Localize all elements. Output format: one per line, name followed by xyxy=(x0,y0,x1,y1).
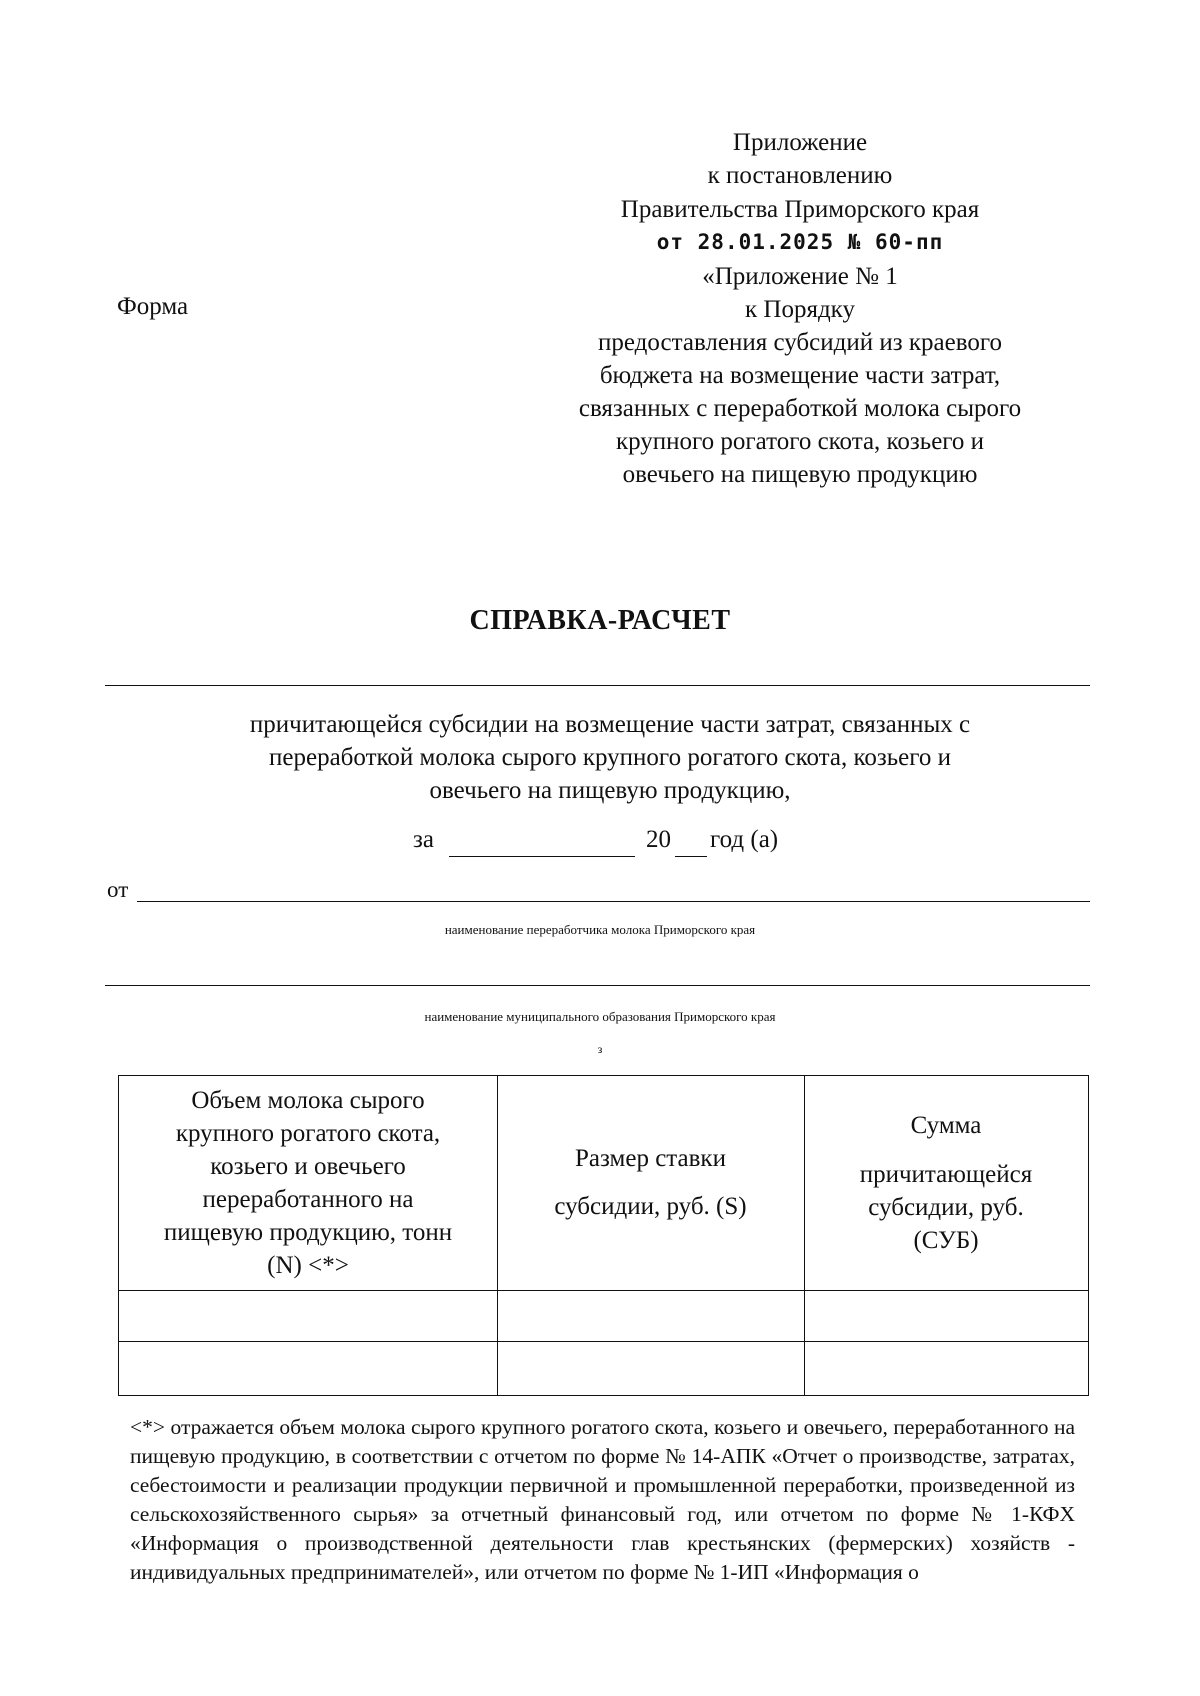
municipality-line[interactable] xyxy=(105,985,1090,986)
header-purpose-line-3: связанных с переработкой молока сырого xyxy=(578,395,1022,422)
header-appendix-1: «Приложение № 1 xyxy=(702,263,898,290)
intro-line-3: овечьего на пищевую продукцию, xyxy=(429,777,791,804)
header-sum-line-4: (СУБ) xyxy=(913,1227,979,1254)
header-sum-line-3: субсидии, руб. xyxy=(868,1194,1024,1221)
title-divider xyxy=(105,685,1090,686)
period-year-suffix: год (а) xyxy=(710,826,779,853)
header-appendix: Приложение xyxy=(732,129,868,156)
calculation-table xyxy=(118,1075,1089,1396)
header-purpose-line-2: бюджета на возмещение части затрат, xyxy=(599,362,1001,389)
header-to-order: к Порядку xyxy=(745,296,855,323)
header-purpose-line-1: предоставления субсидий из краевого xyxy=(598,329,1002,356)
processor-caption: наименование переработчика молока Приморского края xyxy=(444,922,756,937)
table-cell-r1-sum[interactable] xyxy=(805,1291,1088,1341)
header-sum xyxy=(804,1076,1088,1290)
header-volume xyxy=(119,1076,497,1290)
header-volume-line-6: (N) <*> xyxy=(267,1252,349,1279)
period-year-prefix: 20 xyxy=(646,826,671,853)
page-title: СПРАВКА-РАСЧЕТ xyxy=(469,605,731,636)
header-sum-line-2: причитающейся xyxy=(859,1161,1033,1188)
table-cell-r2-sum[interactable] xyxy=(805,1342,1088,1394)
header-government: Правительства Приморского края xyxy=(620,196,980,223)
header-rate-line-1: Размер ставки xyxy=(575,1145,726,1172)
header-date-number: от 28.01.2025 № 60-пп xyxy=(656,230,944,254)
footnote: <*> отражается объем молока сырого крупного рогатого скота, козьего и овечьего, переработанного на пищевую продукцию, в соответствии с отчетом по форме № 14-АПК «Отчет о производстве, затратах, себестоимости и реализации продукции первичной и промышленной переработки, произведенной из сельскохозяйственного сырья» за отчетный финансовый год, или отчетом по форме № 1-КФХ «Информация о производственной деятельности глав крестьянских (фермерских) хозяйств - индивидуальных предпринимателей», или отчетом по форме № 1-ИП «Информация о xyxy=(130,1415,1075,1584)
header-to-resolution: к постановлению xyxy=(707,162,893,189)
header-volume-line-5: пищевую продукцию, тонн xyxy=(163,1219,453,1246)
from-label: от xyxy=(107,877,129,902)
header-rate-line-2: субсидии, руб. (S) xyxy=(554,1193,747,1220)
form-label: Форма xyxy=(117,293,189,320)
intro-line-2: переработкой молока сырого крупного рогатого скота, козьего и xyxy=(269,744,951,771)
header-volume-line-1: Объем молока сырого xyxy=(191,1087,425,1114)
header-volume-line-3: козьего и овечьего xyxy=(210,1153,406,1180)
period-blank-line[interactable] xyxy=(449,856,635,857)
table-cell-r2-volume[interactable] xyxy=(119,1342,497,1394)
header-purpose-line-5: овечьего на пищевую продукцию xyxy=(622,461,978,488)
header-sum-line-1: Сумма xyxy=(910,1112,982,1139)
header-rate xyxy=(497,1076,804,1290)
header-volume-line-2: крупного рогатого скота, xyxy=(175,1120,441,1147)
intro-line-1: причитающейся субсидии на возмещение части затрат, связанных с xyxy=(249,711,971,738)
year-blank-line[interactable] xyxy=(675,856,707,857)
table-cell-r1-rate[interactable] xyxy=(498,1291,804,1341)
processor-line[interactable] xyxy=(137,901,1090,902)
municipality-caption: наименование муниципального образования Приморского края xyxy=(424,1009,776,1024)
table-cell-r1-volume[interactable] xyxy=(119,1291,497,1341)
header-purpose-line-4: крупного рогатого скота, козьего и xyxy=(615,428,985,455)
caption-mark: з xyxy=(597,1042,603,1056)
period-za: за xyxy=(413,826,434,853)
header-volume-line-4: переработанного на xyxy=(202,1186,414,1213)
table-cell-r2-rate[interactable] xyxy=(498,1342,804,1394)
